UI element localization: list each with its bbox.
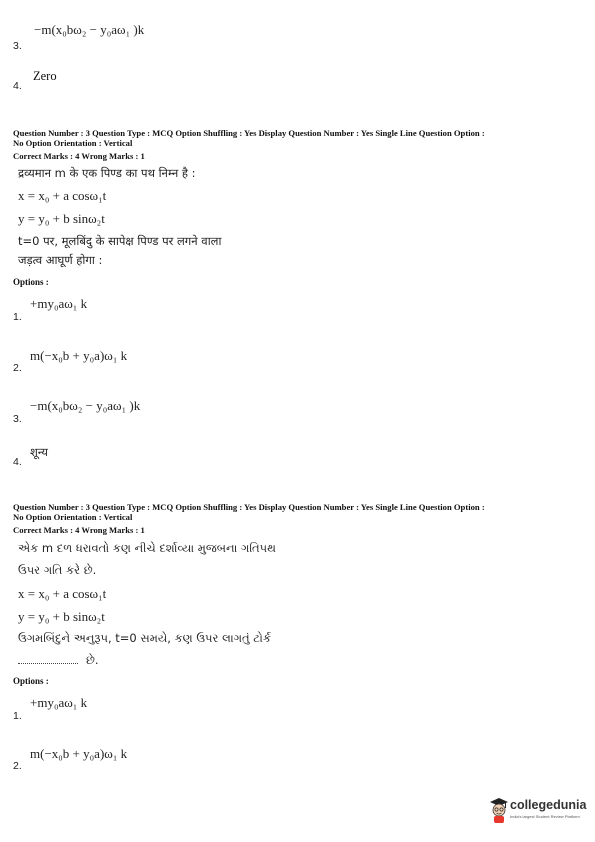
top-option-4-text: Zero — [33, 69, 57, 83]
q1-option-4-number: 4. — [13, 456, 22, 468]
q2-meta-line1: Question Number : 3 Question Type : MCQ Option Shuffling : Yes Display Question Number : Yes Single Line Question Option : — [13, 502, 485, 512]
q1-option-4-text: शून्य — [30, 445, 48, 459]
q1-marks: Correct Marks : 4 Wrong Marks : 1 — [13, 151, 145, 161]
q1-equation-y: y = y₀ + b sinω₂t — [18, 211, 105, 226]
q2-line4-row — [18, 652, 99, 668]
logo-tagline: India's largest Student Review Platform — [510, 814, 580, 819]
logo-name: collegedunia — [510, 798, 587, 812]
collegedunia-logo — [488, 794, 588, 828]
top-option-4-number: 4. — [13, 80, 22, 92]
q2-option-2-text: m(−x₀b + y₀a)ω₁ k — [30, 746, 128, 761]
q2-line4: છે. — [86, 653, 99, 667]
q1-option-3-number: 3. — [13, 413, 22, 425]
q1-line3: जड़त्व आघूर्ण होगा : — [18, 253, 103, 267]
q2-meta-line2: No Option Orientation : Vertical — [13, 512, 133, 522]
q2-option-2-number: 2. — [13, 760, 22, 772]
q1-meta-line2: No Option Orientation : Vertical — [13, 138, 133, 148]
q2-options-label: Options : — [13, 676, 49, 686]
q2-equation-y: y = y₀ + b sinω₂t — [18, 609, 105, 624]
q1-line2: t=0 पर, मूलबिंदु के सापेक्ष पिण्ड पर लगने वाला — [18, 234, 222, 248]
graduate-mascot-icon — [488, 794, 510, 824]
q2-equation-x: x = x₀ + a cosω₁t — [18, 586, 107, 601]
q1-options-label: Options : — [13, 277, 49, 287]
q1-line1: द्रव्यमान m के एक पिण्ड का पथ निम्न है : — [18, 166, 196, 180]
q1-option-2-number: 2. — [13, 362, 22, 374]
q1-option-3-text: −m(x₀bω₂ − y₀aω₁ )k — [30, 398, 141, 413]
q1-option-1-number: 1. — [13, 311, 22, 323]
top-option-3-text: −m(x₀bω₂ − y₀aω₁ )k — [34, 22, 145, 37]
q1-option-2-text: m(−x₀b + y₀a)ω₁ k — [30, 348, 128, 363]
q1-equation-x: x = x₀ + a cosω₁t — [18, 188, 107, 203]
q2-line2: ઉપર ગતિ કરે છે. — [18, 563, 97, 577]
q2-line3: ઉગમબિંદુને અનુરૂપ, t=0 સમયે, કણ ઉપર લાગતું ટોર્ક — [18, 631, 271, 645]
top-option-3-number: 3. — [13, 40, 22, 52]
q2-marks: Correct Marks : 4 Wrong Marks : 1 — [13, 525, 145, 535]
q2-line1: એક m દળ ધરાવતો કણ નીચે દર્શાવ્યા મુજબના ગતિપથ — [18, 541, 276, 555]
q1-meta-line1: Question Number : 3 Question Type : MCQ Option Shuffling : Yes Display Question Number : Yes Single Line Question Option : — [13, 128, 485, 138]
q2-option-1-text: +my₀aω₁ k — [30, 695, 88, 710]
q2-option-1-number: 1. — [13, 710, 22, 722]
answer-blank — [18, 663, 78, 664]
q1-option-1-text: +my₀aω₁ k — [30, 296, 88, 311]
